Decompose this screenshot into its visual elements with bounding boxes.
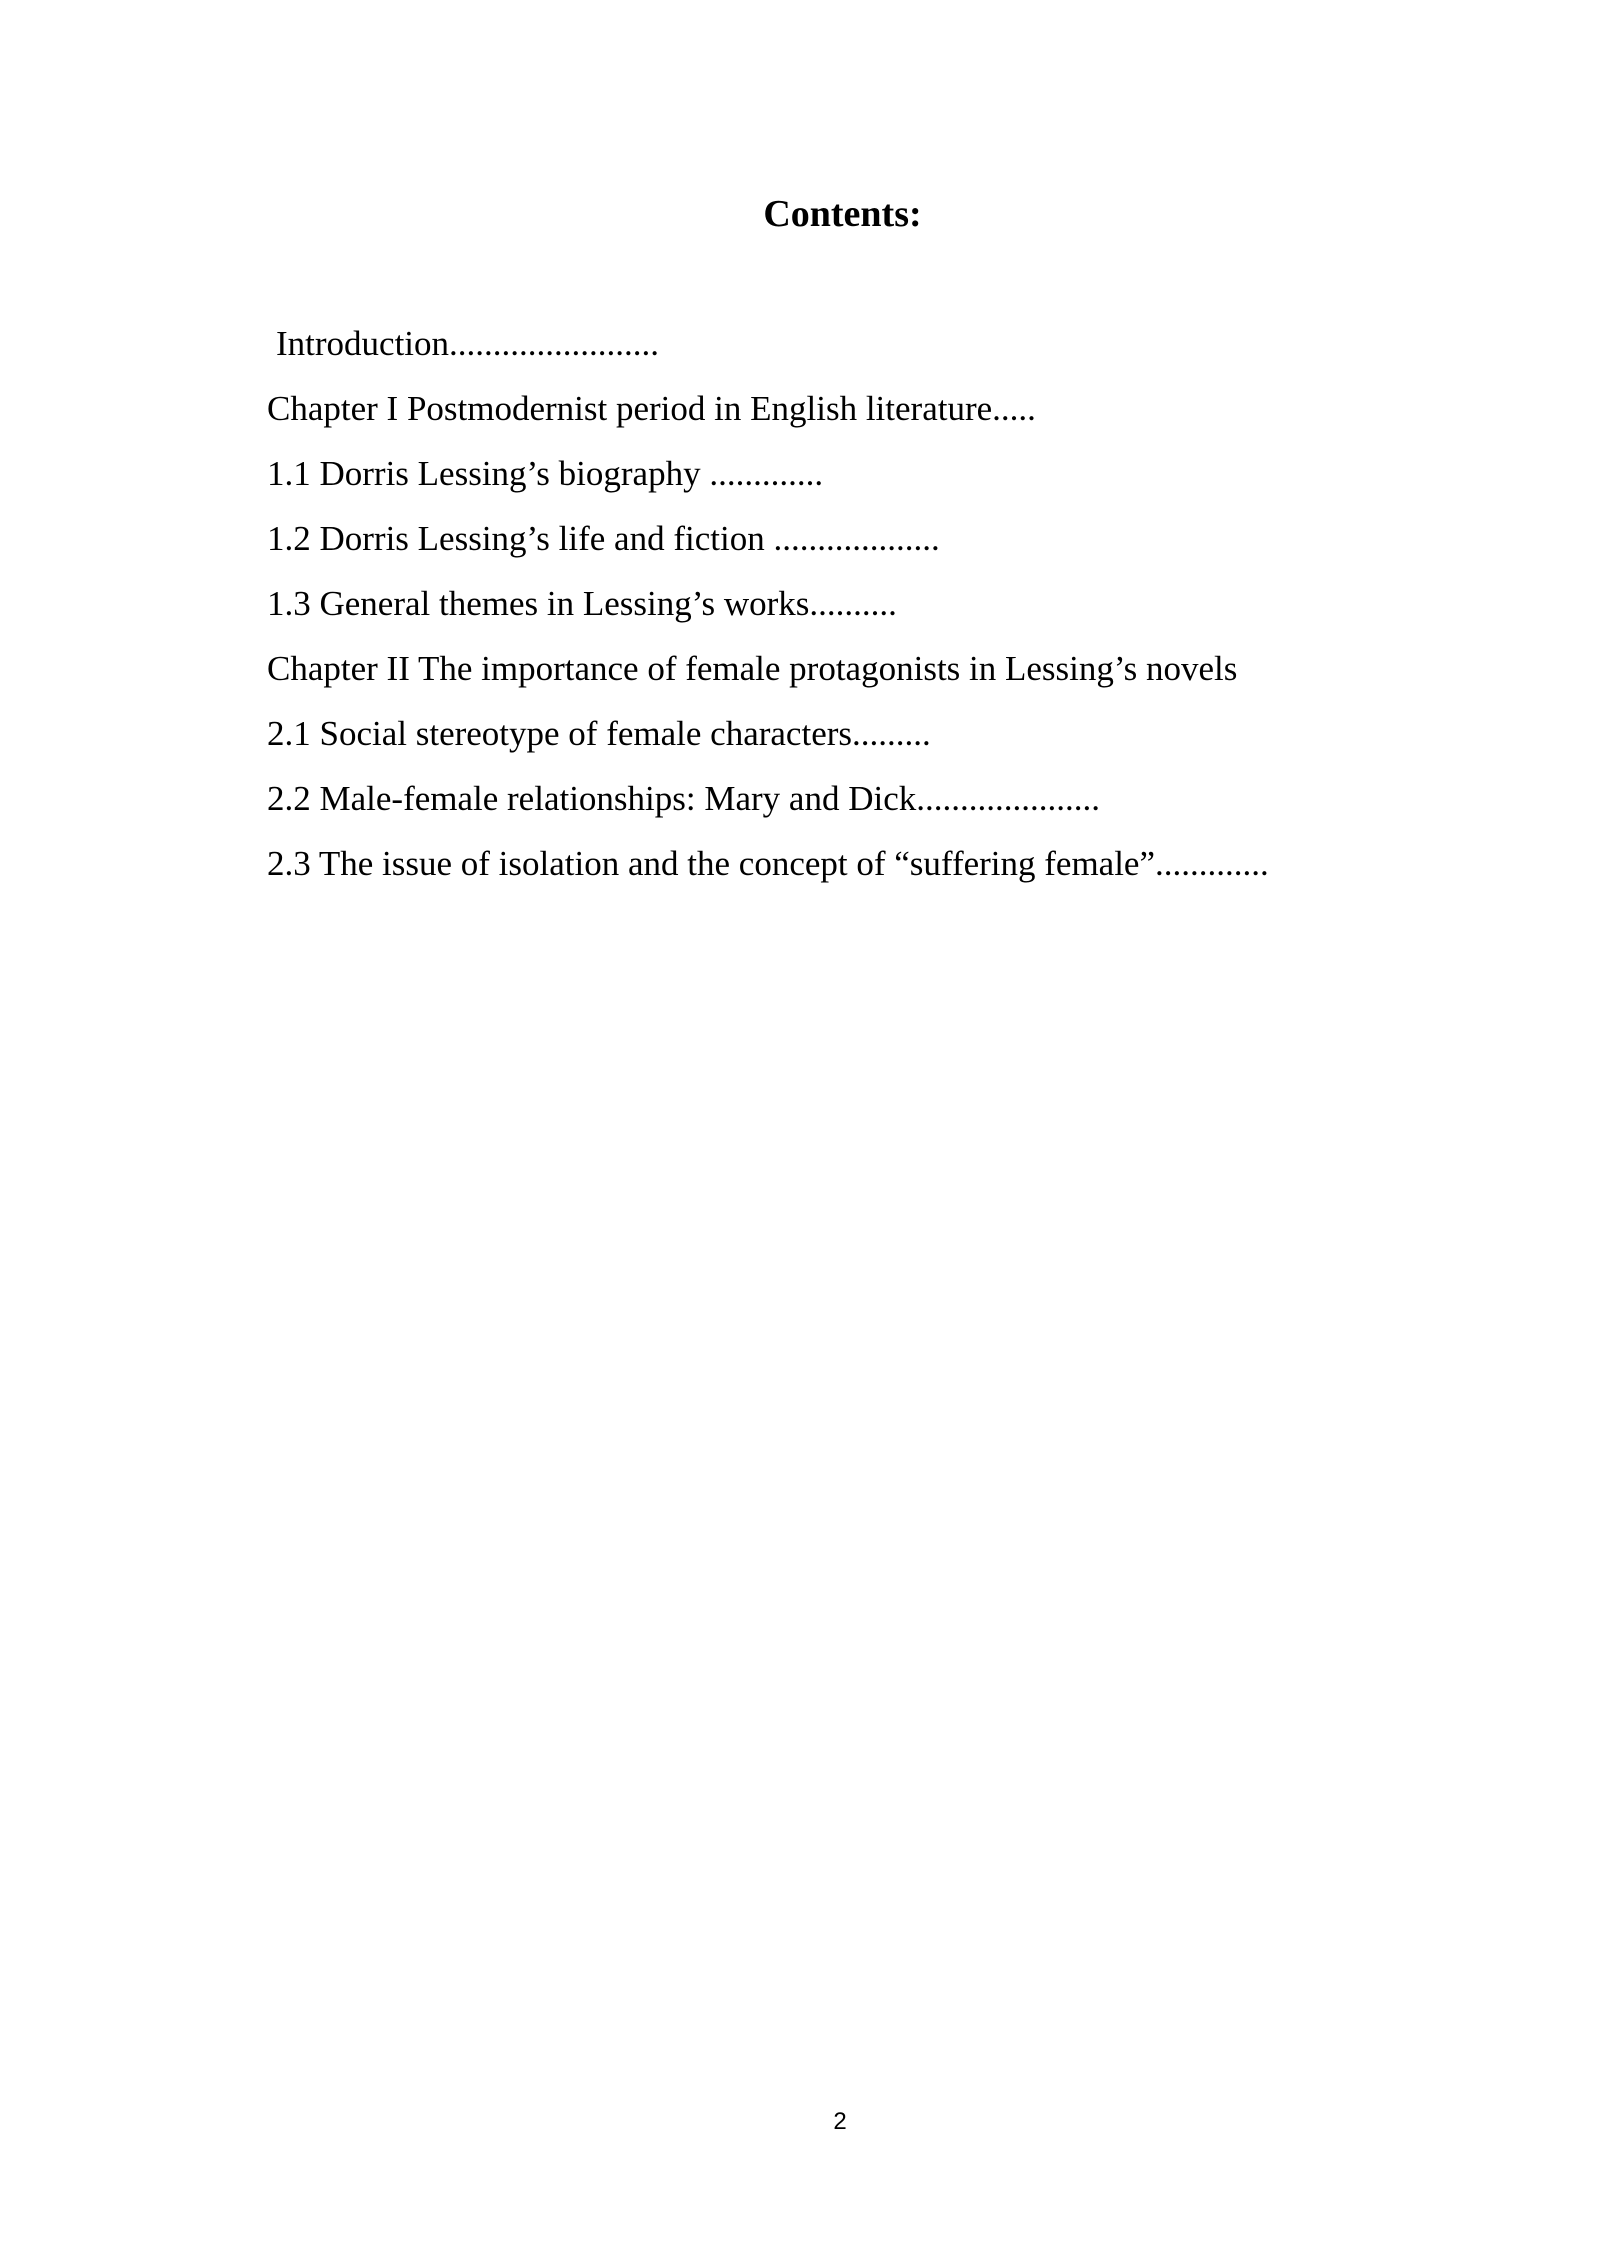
toc-item-2-3: 2.3 The issue of isolation and the concept of “suffering female”............. [267, 844, 1269, 883]
toc-item-1-2: 1.2 Dorris Lessing’s life and fiction ................... [267, 519, 940, 558]
page-number: 2 [833, 2108, 847, 2135]
toc-item-introduction: Introduction........................ [276, 324, 660, 363]
toc-item-chapter-2: Chapter II The importance of female protagonists in Lessing’s novels [267, 649, 1238, 688]
toc-item-chapter-1: Chapter I Postmodernist period in English literature..... [267, 389, 1036, 428]
toc-item-2-2: 2.2 Male-female relationships: Mary and Dick..................... [267, 779, 1100, 818]
table-of-contents [267, 318, 1467, 903]
page-title: Contents: [763, 193, 922, 235]
toc-item-1-1: 1.1 Dorris Lessing’s biography ............. [267, 454, 824, 493]
toc-item-1-3: 1.3 General themes in Lessing’s works.......... [267, 584, 897, 623]
toc-item-2-1: 2.1 Social stereotype of female characters......... [267, 714, 931, 753]
